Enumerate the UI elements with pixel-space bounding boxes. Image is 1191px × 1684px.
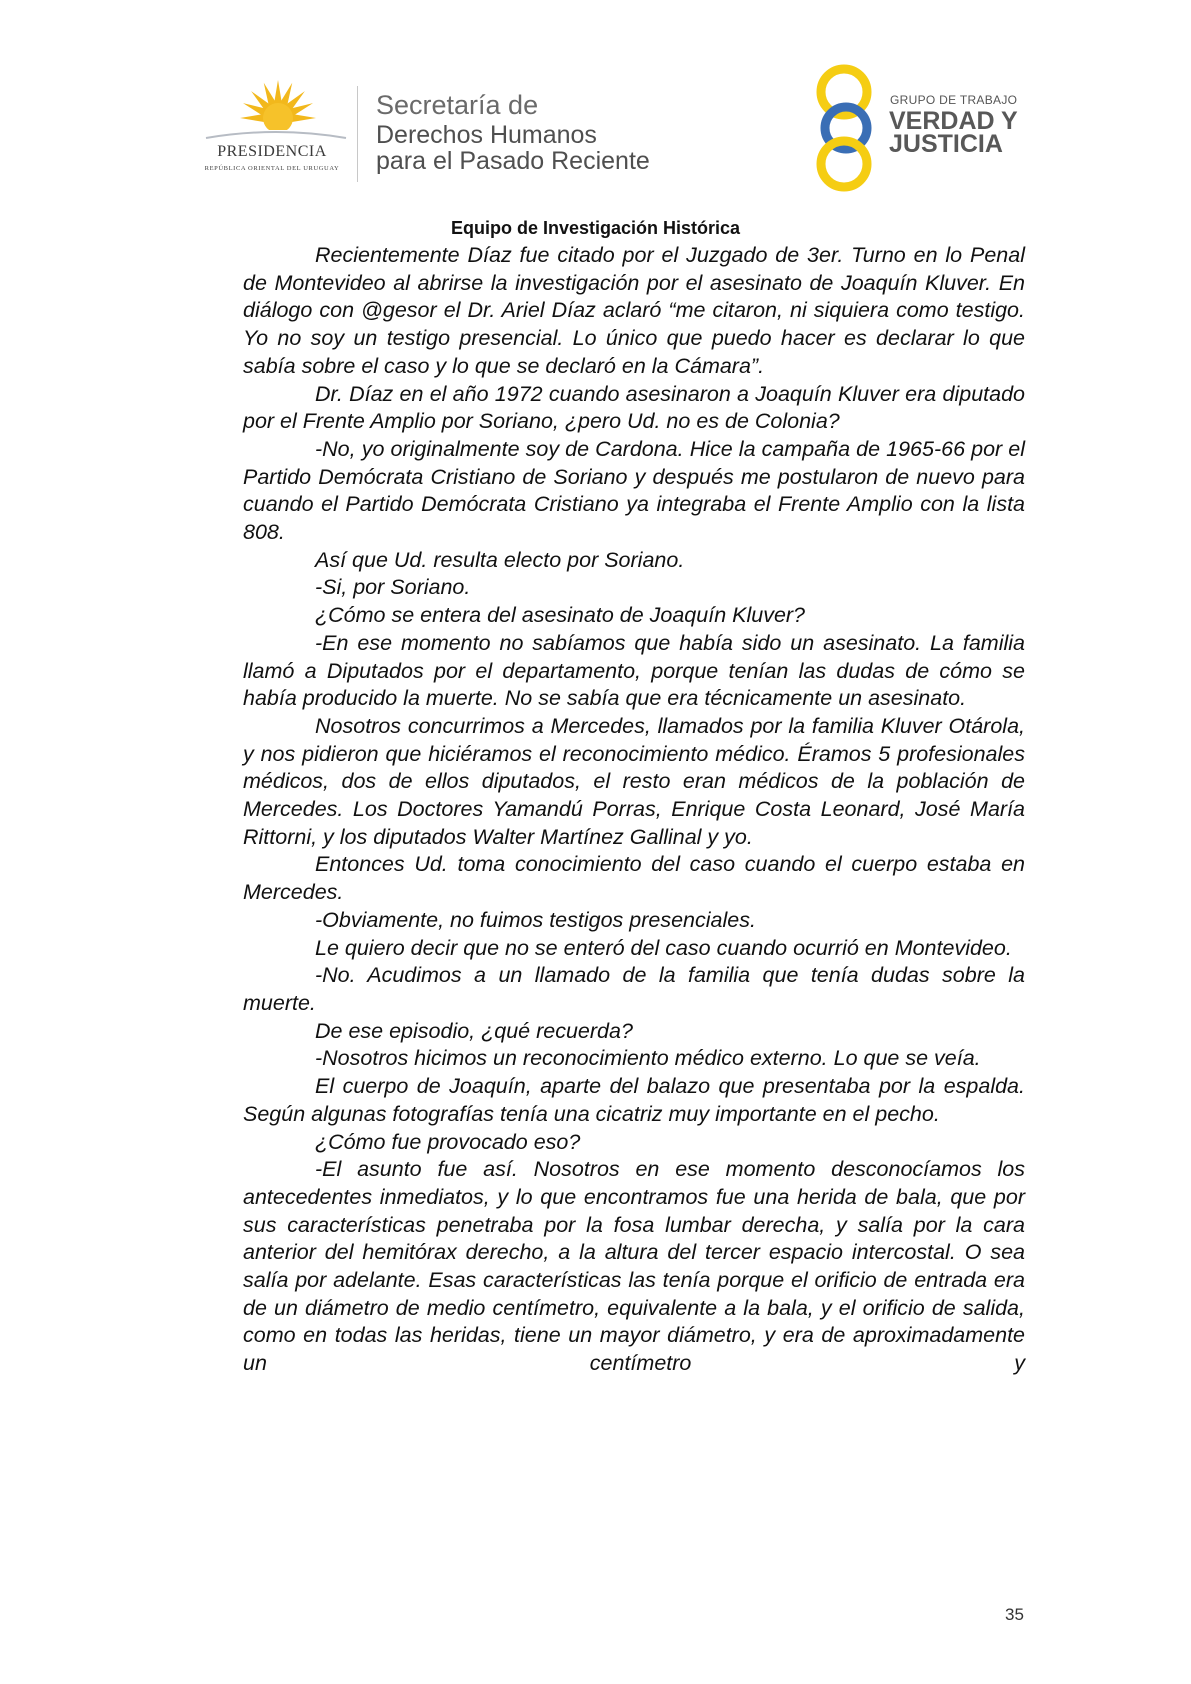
verdad-justicia-rings-logo (806, 62, 888, 194)
document-body (243, 242, 1025, 1378)
secretaria-line-1: Secretaría de (376, 90, 539, 120)
paragraph: ¿Cómo fue provocado eso? (315, 1129, 581, 1154)
header-divider (357, 86, 358, 182)
paragraph: -Obviamente, no fuimos testigos presenciales. (315, 907, 756, 932)
grupo-line-3: JUSTICIA (889, 130, 1003, 158)
paragraph: Entonces Ud. toma conocimiento del caso cuando el cuerpo estaba en Mercedes. (243, 852, 1025, 905)
page-number: 35 (1005, 1605, 1024, 1624)
paragraph: El cuerpo de Joaquín, aparte del balazo que presentaba por la espalda. Según algunas fotografías tenía una cicatriz muy importante en el pecho. (243, 1074, 1025, 1126)
paragraph: -Nosotros hicimos un reconocimiento médico externo. Lo que se veía. (315, 1046, 981, 1071)
paragraph: Recientemente Díaz fue citado por el Juzgado de 3er. Turno en lo Penal de Montevideo al abrirse la investigación por el asesinato de Joaquín Kluver. En diálogo con @gesor el Dr. Ariel Díaz aclaró “me citaron, ni siquiera como testigo. Yo no soy un testigo presencial. Lo único que puedo hacer es declarar lo que sabía sobre el caso y lo que se declaró en la Cámara”. (243, 243, 1025, 378)
paragraph: Dr. Díaz en el año 1972 cuando asesinaron a Joaquín Kluver era diputado por el Frente Amplio por Soriano, ¿pero Ud. no es de Colonia? (243, 381, 1025, 434)
paragraph: Nosotros concurrimos a Mercedes, llamados por la familia Kluver Otárola, y nos pidieron que hiciéramos el reconocimiento médico. Éramos 5 profesionales médicos, dos de ellos diputados, el resto eran médicos de la población de Mercedes. Los Doctores Yamandú Porras, Enrique Costa Leonard, José María Rittorni, y los diputados Walter Martínez Gallinal y yo. (243, 713, 1025, 849)
paragraph: -No, yo originalmente soy de Cardona. Hice la campaña de 1965-66 por el Partido Demócrata Cristiano de Soriano y después me postularon de nuevo para cuando el Partido Demócrata Cristiano ya integraba el Frente Amplio con la lista 808. (243, 436, 1025, 545)
paragraph: -El asunto fue así. Nosotros en ese momento desconocíamos los antecedentes inmediatos, y lo que encontramos fue una herida de bala, que por sus características penetraba por la fosa lumbar derecha, y salía por la cara anterior del hemitórax derecho, a la altura del tercer espacio intercostal. O sea salía por adelante. Esas características las tenía porque el orificio de entrada era de un diámetro de medio centímetro, equivalente a la bala, y el orificio de salida, como en todas las heridas, tiene un mayor diámetro, y era de aproximadamente un centímetro y (243, 1157, 1025, 1376)
paragraph: -En ese momento no sabíamos que había sido un asesinato. La familia llamó a Diputados por el departamento, porque tenían las dudas de cómo se había producido la muerte. No se sabía que era técnicamente un asesinato. (243, 630, 1025, 711)
paragraph: -No. Acudimos a un llamado de la familia que tenía dudas sobre la muerte. (243, 963, 1025, 1015)
presidencia-subtitle: REPÚBLICA ORIENTAL DEL URUGUAY (204, 165, 340, 172)
secretaria-line-2: Derechos Humanos (376, 121, 597, 149)
presidencia-name: PRESIDENCIA (217, 143, 327, 160)
paragraph: Le quiero decir que no se enteró del caso cuando ocurrió en Montevideo. (315, 935, 1012, 960)
grupo-line-1: GRUPO DE TRABAJO (890, 93, 1018, 107)
paragraph: -Si, por Soriano. (315, 575, 471, 600)
paragraph: Así que Ud. resulta electo por Soriano. (315, 547, 685, 572)
paragraph: ¿Cómo se entera del asesinato de Joaquín Kluver? (315, 603, 806, 628)
secretaria-line-3: para el Pasado Reciente (376, 147, 650, 175)
grupo-line-2: VERDAD Y (889, 107, 1018, 135)
team-title: Equipo de Investigación Histórica (450, 218, 741, 238)
paragraph: De ese episodio, ¿qué recuerda? (315, 1018, 633, 1043)
